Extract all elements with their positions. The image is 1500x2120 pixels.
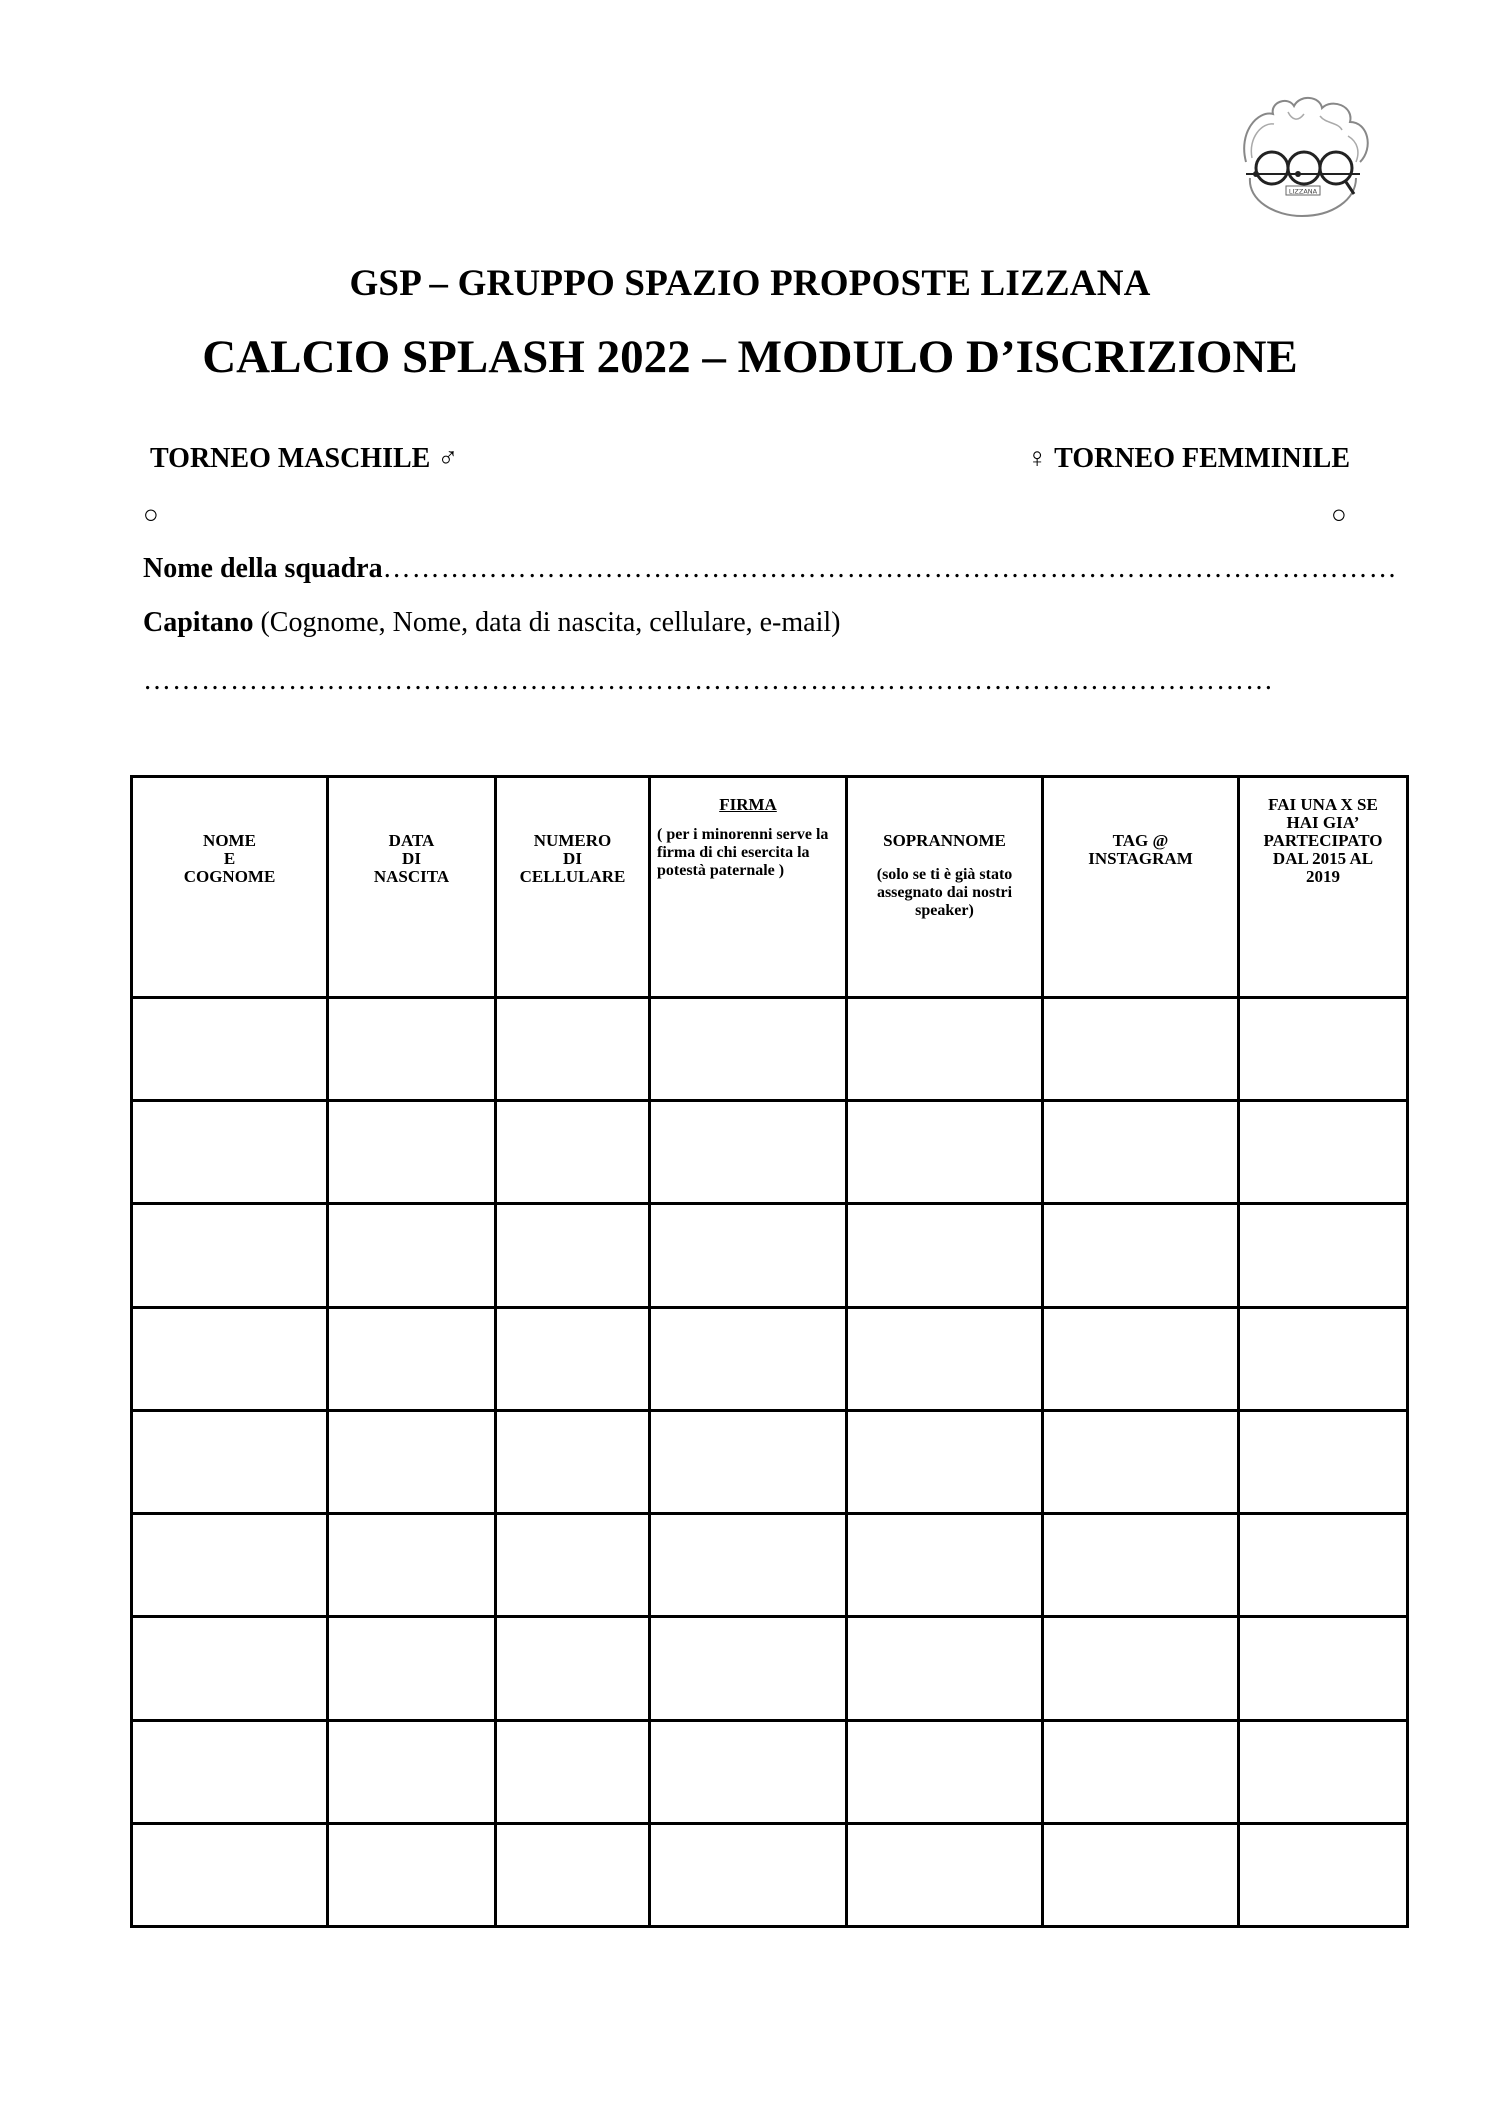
- table-cell[interactable]: [496, 1514, 650, 1617]
- table-cell[interactable]: [847, 1204, 1043, 1307]
- table-cell[interactable]: [847, 998, 1043, 1101]
- table-cell[interactable]: [328, 1617, 496, 1720]
- team-name-label: Nome della squadra: [143, 553, 383, 584]
- table-cell[interactable]: [328, 1823, 496, 1926]
- table-cell[interactable]: [1043, 1617, 1239, 1720]
- logo-text: LIZZANA: [1288, 187, 1318, 196]
- firma-title: FIRMA: [719, 795, 777, 814]
- table-cell[interactable]: [132, 1514, 328, 1617]
- team-name-field[interactable]: [143, 553, 1398, 585]
- table-row: [132, 1720, 1408, 1823]
- gsp-logo: [1228, 92, 1378, 224]
- col-soprannome: [847, 777, 1043, 998]
- table-cell[interactable]: [1239, 998, 1408, 1101]
- male-tournament-radio[interactable]: ○: [143, 500, 159, 529]
- table-cell[interactable]: [1043, 1204, 1239, 1307]
- col-tag-instagram: TAG @ INSTAGRAM: [1043, 777, 1239, 998]
- col-nome-cognome: NOME E COGNOME: [132, 777, 328, 998]
- table-cell[interactable]: [650, 1101, 847, 1204]
- table-cell[interactable]: [847, 1410, 1043, 1513]
- table-row: [132, 998, 1408, 1101]
- table-cell[interactable]: [1043, 1823, 1239, 1926]
- table-row: [132, 1823, 1408, 1926]
- table-cell[interactable]: [847, 1307, 1043, 1410]
- table-cell[interactable]: [1239, 1101, 1408, 1204]
- table-cell[interactable]: [132, 1410, 328, 1513]
- table-cell[interactable]: [1043, 1307, 1239, 1410]
- col-data-nascita: DATA DI NASCITA: [328, 777, 496, 998]
- table-cell[interactable]: [847, 1617, 1043, 1720]
- table-cell[interactable]: [1239, 1823, 1408, 1926]
- table-cell[interactable]: [328, 1514, 496, 1617]
- table-row: [132, 1514, 1408, 1617]
- table-body: [132, 998, 1408, 1927]
- table-cell[interactable]: [496, 1101, 650, 1204]
- table-cell[interactable]: [328, 1204, 496, 1307]
- table-header-row: [132, 777, 1408, 998]
- table-cell[interactable]: [650, 1514, 847, 1617]
- female-tournament-label: ♀ TORNEO FEMMINILE: [1026, 443, 1350, 474]
- female-tournament-radio[interactable]: ○: [1331, 500, 1347, 529]
- firma-note: ( per i minorenni serve la firma di chi esercita la potestà paternale ): [657, 826, 829, 879]
- org-title: GSP – GRUPPO SPAZIO PROPOSTE LIZZANA: [349, 263, 1151, 304]
- table-cell[interactable]: [1043, 1101, 1239, 1204]
- table-cell[interactable]: [847, 1823, 1043, 1926]
- table-cell[interactable]: [496, 1720, 650, 1823]
- table-cell[interactable]: [132, 1720, 328, 1823]
- table-cell[interactable]: [650, 1410, 847, 1513]
- table-cell[interactable]: [496, 998, 650, 1101]
- table-cell[interactable]: [650, 1720, 847, 1823]
- table-cell[interactable]: [496, 1307, 650, 1410]
- table-row: [132, 1410, 1408, 1513]
- male-tournament-label: TORNEO MASCHILE ♂: [150, 443, 459, 474]
- captain-label-line: [143, 607, 840, 639]
- table-cell[interactable]: [1239, 1720, 1408, 1823]
- table-cell[interactable]: [496, 1823, 650, 1926]
- col-firma: [650, 777, 847, 998]
- table-cell[interactable]: [328, 1410, 496, 1513]
- table-cell[interactable]: [328, 998, 496, 1101]
- registration-table: [130, 775, 1409, 1928]
- captain-label: Capitano: [143, 607, 254, 638]
- table-cell[interactable]: [1239, 1617, 1408, 1720]
- table-cell[interactable]: [650, 998, 847, 1101]
- table-cell[interactable]: [132, 1823, 328, 1926]
- table-cell[interactable]: [1239, 1307, 1408, 1410]
- form-title: CALCIO SPLASH 2022 – MODULO D’ISCRIZIONE: [202, 331, 1298, 383]
- table-cell[interactable]: [1239, 1204, 1408, 1307]
- table-cell[interactable]: [496, 1204, 650, 1307]
- table-cell[interactable]: [496, 1617, 650, 1720]
- col-numero-cellulare: NUMERO DI CELLULARE: [496, 777, 650, 998]
- table-cell[interactable]: [328, 1307, 496, 1410]
- team-name-dots: ……………………………………………………………………………………………: [382, 553, 1398, 584]
- table-cell[interactable]: [1043, 1720, 1239, 1823]
- table-cell[interactable]: [328, 1720, 496, 1823]
- soprannome-title: SOPRANNOME: [883, 831, 1006, 850]
- table-cell[interactable]: [1043, 1514, 1239, 1617]
- table-cell[interactable]: [132, 1204, 328, 1307]
- table-cell[interactable]: [328, 1101, 496, 1204]
- soprannome-note: (solo se ti è già stato assegnato dai nostri speaker): [876, 866, 1013, 919]
- table-row: [132, 1204, 1408, 1307]
- table-cell[interactable]: [650, 1617, 847, 1720]
- table-row: [132, 1101, 1408, 1204]
- table-cell[interactable]: [1239, 1410, 1408, 1513]
- captain-field[interactable]: ………………………………………………………………………………………………………: [143, 665, 1274, 696]
- table-row: [132, 1617, 1408, 1720]
- table-cell[interactable]: [847, 1101, 1043, 1204]
- table-cell[interactable]: [1239, 1514, 1408, 1617]
- table-cell[interactable]: [847, 1514, 1043, 1617]
- table-cell[interactable]: [847, 1720, 1043, 1823]
- col-partecipato: FAI UNA X SE HAI GIA’ PARTECIPATO DAL 2015 AL 2019: [1239, 777, 1408, 998]
- captain-hint: (Cognome, Nome, data di nascita, cellulare, e-mail): [260, 607, 841, 638]
- table-cell[interactable]: [650, 1204, 847, 1307]
- table-cell[interactable]: [650, 1307, 847, 1410]
- table-cell[interactable]: [132, 1101, 328, 1204]
- table-cell[interactable]: [132, 1307, 328, 1410]
- table-cell[interactable]: [132, 998, 328, 1101]
- table-cell[interactable]: [1043, 1410, 1239, 1513]
- table-cell[interactable]: [1043, 998, 1239, 1101]
- table-row: [132, 1307, 1408, 1410]
- table-cell[interactable]: [496, 1410, 650, 1513]
- table-cell[interactable]: [650, 1823, 847, 1926]
- table-cell[interactable]: [132, 1617, 328, 1720]
